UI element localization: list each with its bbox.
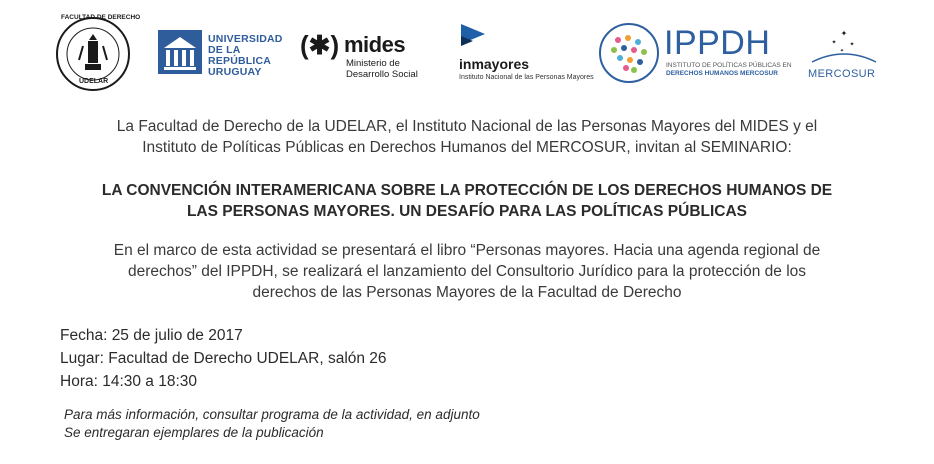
facultad-derecho-logo <box>55 14 141 92</box>
description-line: derechos de las Personas Mayores de la Facultad de Derecho <box>252 284 682 301</box>
udelar-building-icon <box>158 30 202 74</box>
mercosur-stars-icon <box>806 26 882 66</box>
svg-text:✦: ✦ <box>849 41 855 48</box>
description-paragraph <box>0 240 934 303</box>
ippdh-logo <box>598 22 790 84</box>
description-line: En el marco de esta actividad se presentará el libro “Personas mayores. Hacia una agenda regional de <box>113 242 821 259</box>
inmayores-logo <box>455 22 605 84</box>
mercosur-name: MERCOSUR <box>808 68 876 80</box>
description-line: derechos” del IPPDH, se realizará el lanzamiento del Consultorio Jurídico para la protección de los <box>127 263 807 280</box>
ippdh-dots-icon <box>598 22 660 84</box>
event-time: Hora: 14:30 a 18:30 <box>60 373 198 390</box>
udelar-line1: UNIVERSIDAD <box>208 33 283 45</box>
facultad-seal-text-top: FACULTAD DE DERECHO <box>61 14 141 21</box>
logo-bar <box>0 0 934 100</box>
event-location: Lugar: Facultad de Derecho UDELAR, salón 26 <box>60 350 387 367</box>
mercosur-logo <box>804 26 884 84</box>
mides-sub1: Ministerio de <box>346 58 400 69</box>
title-line: LA CONVENCIÓN INTERAMERICANA SOBRE LA PROTECCIÓN DE LOS DERECHOS HUMANOS DE <box>101 182 833 199</box>
title-line: LAS PERSONAS MAYORES. UN DESAFÍO PARA LAS POLÍTICAS PÚBLICAS <box>186 203 748 220</box>
seminar-title <box>0 180 934 222</box>
note-publication: Se entregaran ejemplares de la publicación <box>64 425 324 440</box>
mides-name: mides <box>344 32 406 57</box>
mides-symbol-icon: (✱) <box>300 30 340 60</box>
intro-paragraph <box>0 116 934 158</box>
inmayores-name: inmayores <box>459 56 530 72</box>
event-details <box>60 324 387 393</box>
notes <box>64 406 480 442</box>
ippdh-name: IPPDH <box>664 24 771 62</box>
inmayores-arrow-icon <box>459 22 489 52</box>
note-more-info: Para más información, consultar programa de la actividad, en adjunto <box>64 407 480 422</box>
mides-sub2: Desarrollo Social <box>346 69 418 80</box>
svg-text:✦: ✦ <box>840 29 848 38</box>
udelar-line3: URUGUAY <box>208 66 262 78</box>
ippdh-sub2: DERECHOS HUMANOS MERCOSUR <box>666 70 778 77</box>
svg-text:✦: ✦ <box>839 48 845 54</box>
svg-text:✦: ✦ <box>831 39 837 46</box>
udelar-logo <box>158 30 288 78</box>
intro-line: La Facultad de Derecho de la UDELAR, el Instituto Nacional de las Personas Mayores del MIDES y el <box>116 118 818 135</box>
facultad-seal-text-bottom: UDELAR <box>79 78 109 85</box>
event-date: Fecha: 25 de julio de 2017 <box>60 327 243 344</box>
mides-logo <box>300 28 422 86</box>
inmayores-sub: Instituto Nacional de las Personas Mayores <box>459 74 594 81</box>
intro-line: Instituto de Políticas Públicas en Derechos Humanos del MERCOSUR, invitan al SEMINARIO: <box>142 139 792 156</box>
udelar-line2: DE LA REPÚBLICA <box>208 44 272 67</box>
ippdh-sub1: INSTITUTO DE POLÍTICAS PÚBLICAS EN <box>666 62 792 69</box>
